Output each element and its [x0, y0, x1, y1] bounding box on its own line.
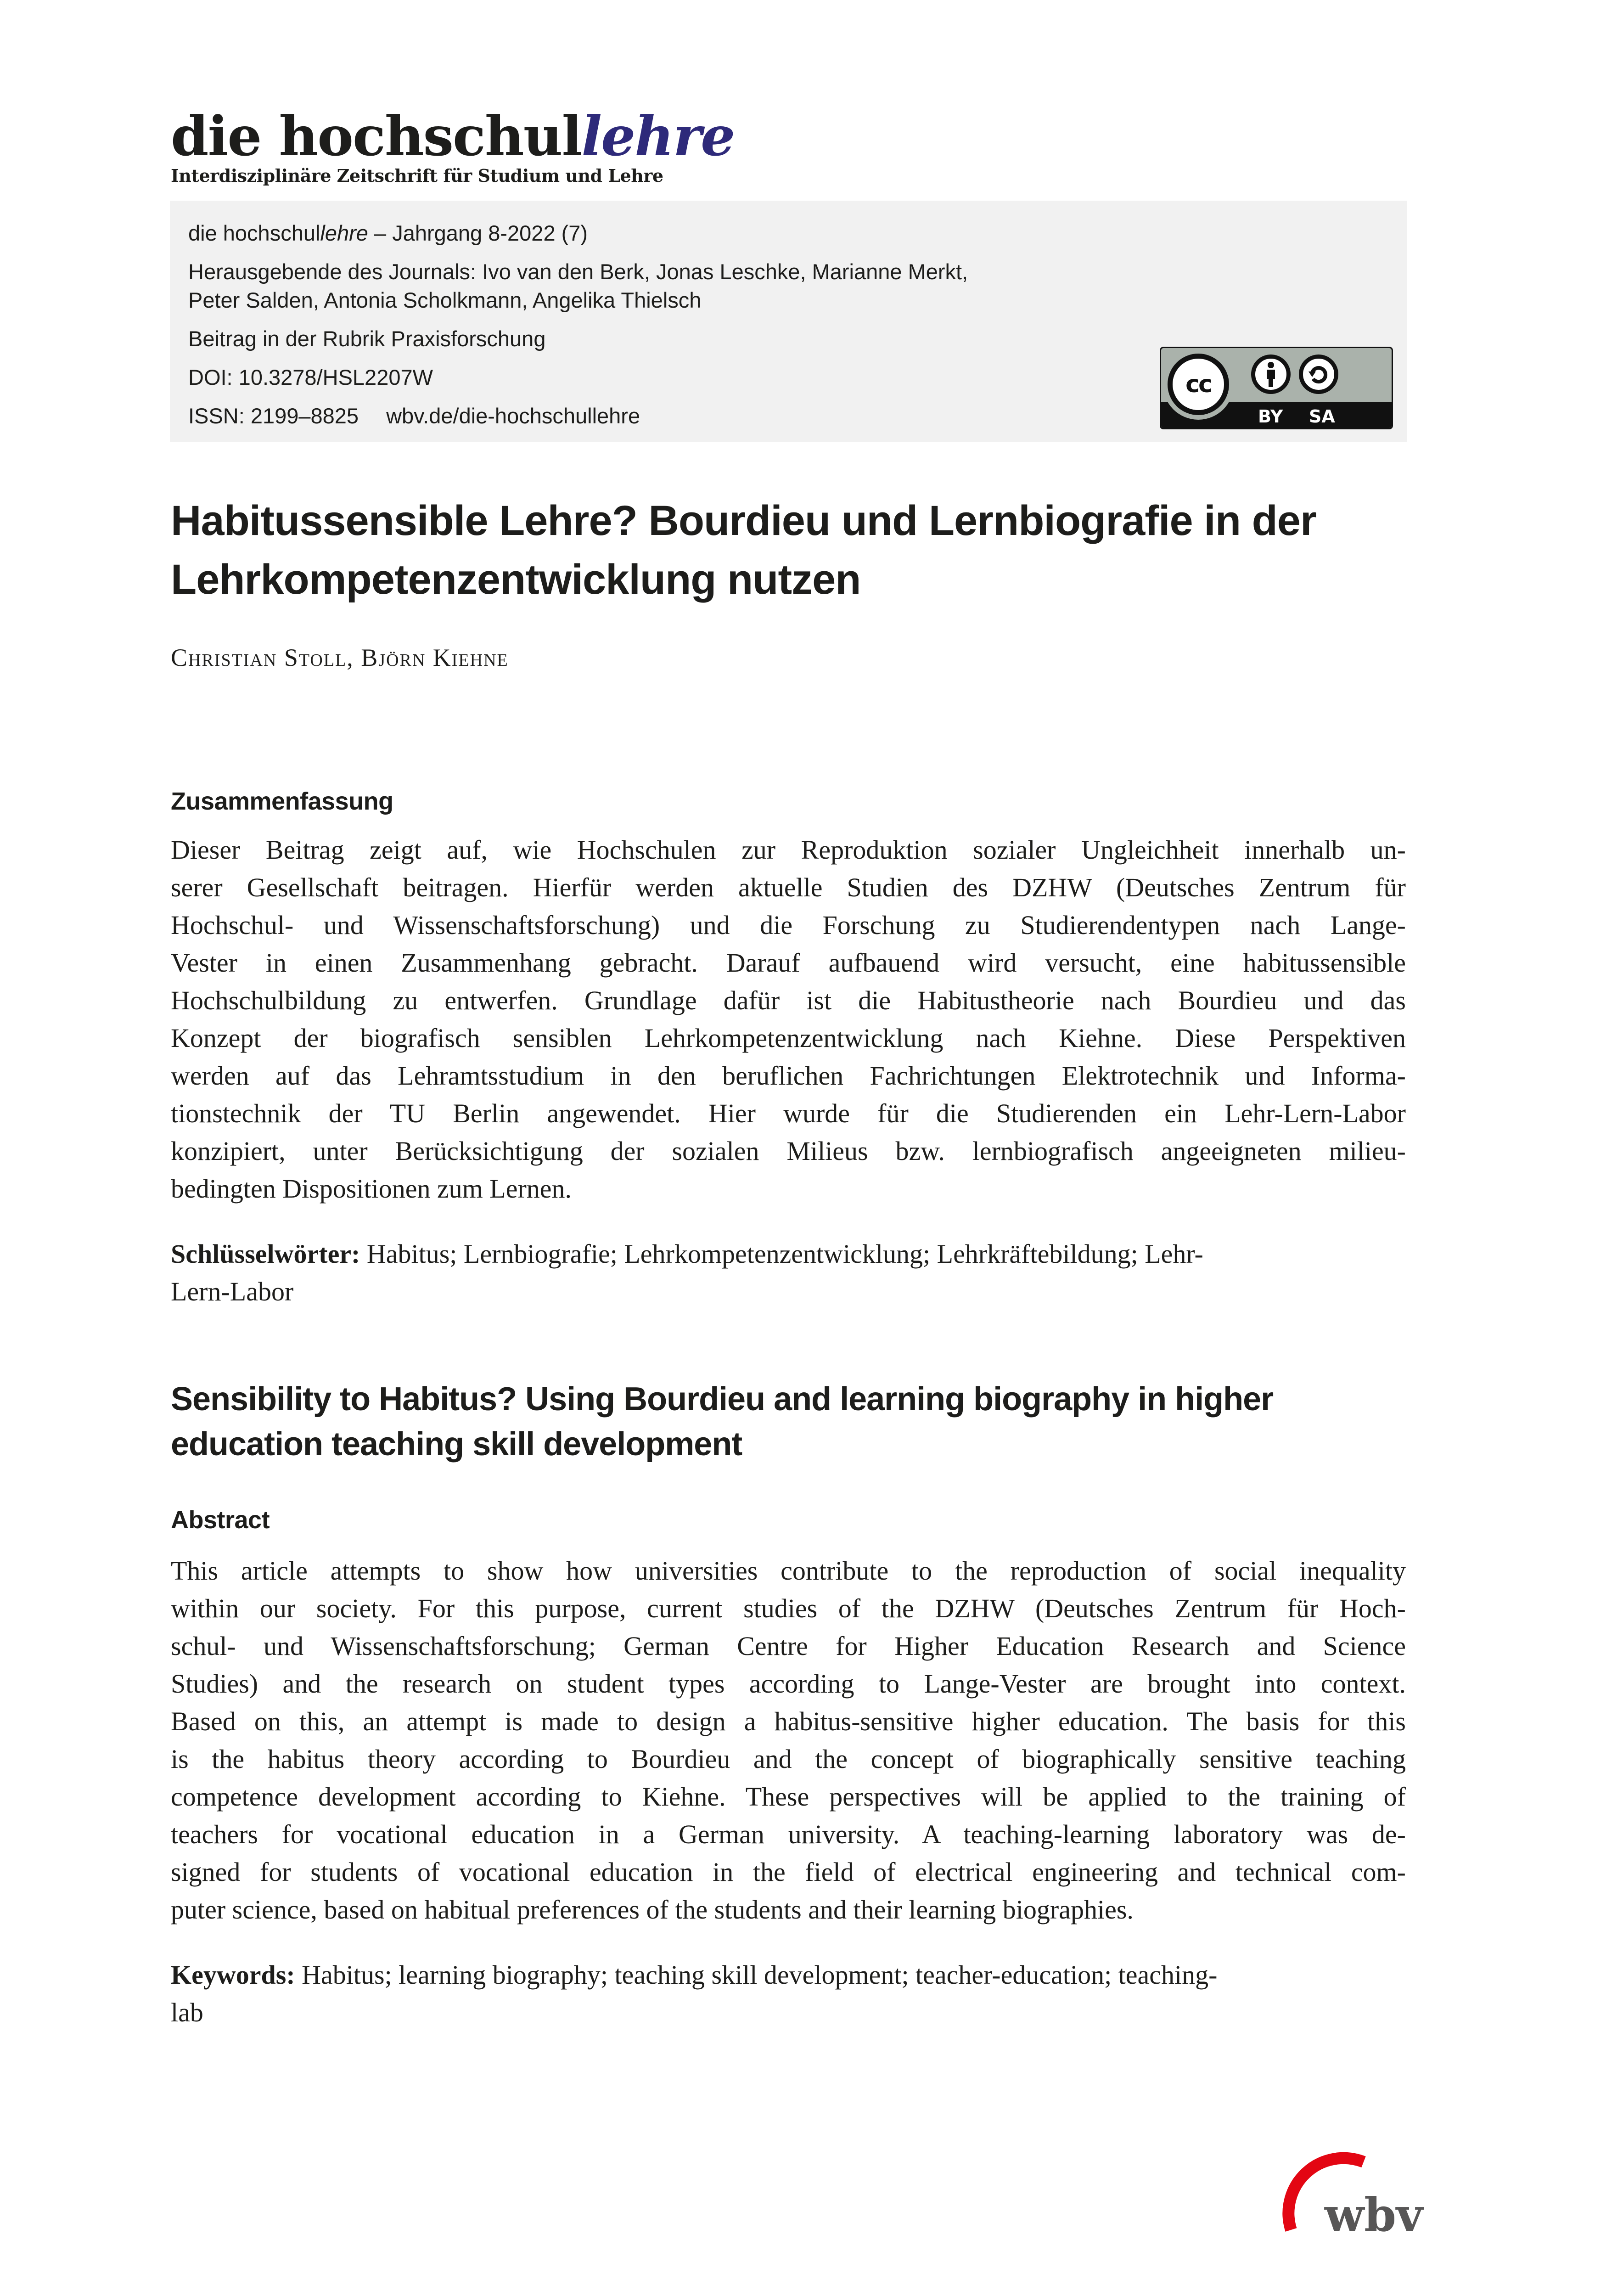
article-title-line-2: Lehrkompetenzentwicklung nutzen [171, 556, 861, 603]
text-line: This article attempts to show how universities contribute to the reproduction of social inequality [171, 1556, 1406, 1586]
text-line: schul- und Wissenschaftsforschung; German Centre for Higher Education Research and Science [171, 1631, 1406, 1661]
text-line: Vester in einen Zusammenhang gebracht. Darauf aufbauend wird versucht, eine habitussensible [171, 948, 1406, 978]
text-line: bedingten Dispositionen zum Lernen. [171, 1174, 572, 1204]
text-line: tionstechnik der TU Berlin angewendet. Hier wurde für die Studierenden ein Lehr-Lern-Labor [171, 1098, 1406, 1128]
journal-logo-accent: lehre [581, 104, 735, 168]
wbv-arc-icon [1281, 2149, 1432, 2241]
editors-line-1: Herausgebende des Journals: Ivo van den Berk, Jonas Leschke, Marianne Merkt, [188, 259, 968, 284]
keywords-label: Schlüsselwörter: [171, 1239, 360, 1269]
text-line: Hochschulbildung zu entwerfen. Grundlage dafür ist die Habitustheorie nach Bourdieu und das [171, 985, 1406, 1015]
journal-volume: – Jahrgang 8-2022 (7) [368, 221, 588, 245]
license-by-label: BY [1258, 406, 1283, 427]
text-line: werden auf das Lehramtsstudium in den beruflichen Fachrichtungen Elektrotechnik und Informa- [171, 1061, 1406, 1091]
license-sa-label: SA [1309, 406, 1335, 427]
text-line: puter science, based on habitual preferences of the students and their learning biographies. [171, 1895, 1134, 1925]
journal-logo-main: die hochschul [171, 104, 582, 168]
english-title-line-2: education teaching skill development [171, 1426, 742, 1463]
cc-icon: cc [1168, 354, 1229, 415]
text-line: competence development according to Kiehne. These perspectives will be applied to the training of [171, 1782, 1406, 1812]
issn-url-line [188, 402, 968, 430]
text-line: is the habitus theory according to Bourdieu and the concept of biographically sensitive teaching [171, 1744, 1406, 1774]
journal-name-main: die hochschul [188, 221, 320, 245]
zusammenfassung-text [171, 831, 1406, 1208]
keywords-line: Lern-Labor [171, 1277, 294, 1306]
journal-subtitle: Interdisziplinäre Zeitschrift für Studium und Lehre [171, 165, 663, 186]
abstract-heading: Abstract [171, 1506, 270, 1534]
article-title-line-1: Habitussensible Lehre? Bourdieu und Lernbiografie in der [171, 497, 1316, 544]
text-line: teachers for vocational education in a German university. A teaching-learning laboratory was de- [171, 1819, 1406, 1849]
english-title-line-1: Sensibility to Habitus? Using Bourdieu and learning biography in higher [171, 1381, 1274, 1418]
article-authors: Christian Stoll, Björn Kiehne [171, 644, 509, 671]
journal-logo [171, 104, 735, 168]
wbv-logo-text: wbv [1325, 2188, 1423, 2241]
journal-name-accent: lehre [320, 221, 368, 245]
text-line: Dieser Beitrag zeigt auf, wie Hochschulen zur Reproduktion sozialer Ungleichheit innerhalb un- [171, 835, 1406, 865]
keywords [171, 1956, 1406, 2032]
text-line: konzipiert, unter Berücksichtigung der sozialen Milieus bzw. lernbiografisch angeeigneten milieu- [171, 1136, 1406, 1166]
cc-by-sa-icon[interactable] [1160, 347, 1393, 429]
rubric: Beitrag in der Rubrik Praxisforschung [188, 326, 546, 351]
keywords-line: Keywords: Habitus; learning biography; teaching skill development; teacher-education; teaching- [171, 1960, 1218, 1990]
journal-info-lines [188, 219, 968, 430]
text-line: Based on this, an attempt is made to design a habitus-sensitive higher education. The basis for this [171, 1706, 1406, 1736]
text-line: Studies) and the research on student types according to Lange-Vester are brought into context. [171, 1669, 1406, 1699]
text-line: Konzept der biografisch sensiblen Lehrkompetenzentwicklung nach Kiehne. Diese Perspektiven [171, 1023, 1406, 1053]
zusammenfassung-heading: Zusammenfassung [171, 788, 393, 815]
text-line: signed for students of vocational education in the field of electrical engineering and technical com- [171, 1857, 1406, 1887]
journal-masthead [171, 104, 735, 186]
wbv-publisher-logo [1281, 2149, 1432, 2241]
editors-line-2: Peter Salden, Antonia Scholkmann, Angelika Thielsch [188, 288, 702, 312]
journal-info-box [170, 201, 1407, 442]
text-line: Hochschul- und Wissenschaftsforschung) und die Forschung zu Studierendentypen nach Lange- [171, 910, 1406, 940]
text-line: within our society. For this purpose, current studies of the DZHW (Deutsches Zentrum für Hoch- [171, 1593, 1406, 1623]
english-title [171, 1377, 1410, 1467]
keywords-label: Keywords: [171, 1960, 295, 1990]
text-line: serer Gesellschaft beitragen. Hierfür werden aktuelle Studien des DZHW (Deutsches Zentrum für [171, 872, 1406, 902]
keywords-line: Schlüsselwörter: Habitus; Lernbiografie; Lehrkompetenzentwicklung; Lehrkräftebildung; Lehr- [171, 1239, 1203, 1269]
schluesselwoerter [171, 1235, 1406, 1311]
keywords-line: lab [171, 1998, 203, 2027]
abstract-text [171, 1552, 1406, 1929]
journal-url[interactable]: wbv.de/die-hochschullehre [386, 404, 640, 428]
article-title [171, 491, 1410, 609]
attribution-person-icon [1251, 355, 1291, 394]
doi[interactable]: DOI: 10.3278/HSL2207W [188, 365, 433, 389]
share-alike-icon [1299, 355, 1338, 394]
issn: ISSN: 2199–8825 [188, 404, 359, 428]
journal-issue [188, 219, 968, 248]
